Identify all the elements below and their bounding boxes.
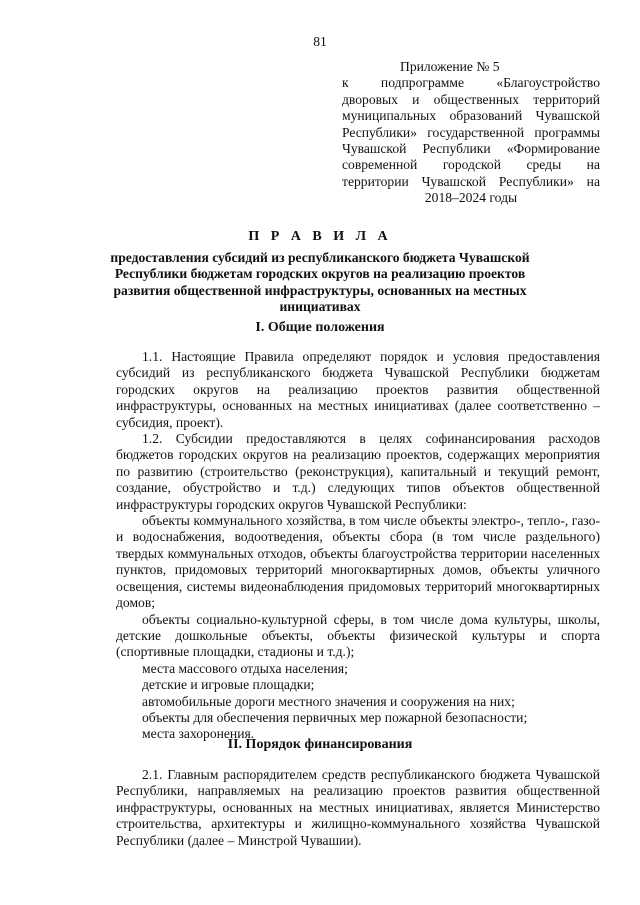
- appendix-heading: Приложение № 5: [400, 59, 500, 74]
- paragraph-1-2: 1.2. Субсидии предоставляются в целях софинансирования расходов бюджетов городских округов на реализацию проектов, содержащих мероприятия по развитию (строительство (реконструкция), капитальный и текущий ремонт, создание, обустройство и т.д.) следующих типов объектов общественной инфраструктуры городских округов Чувашской Республики:: [116, 431, 600, 512]
- appendix-text: к подпрограмме «Благоустройство дворовых и общественных территорий муниципальных образований Чувашской Республики» государственной программы Чувашской Республики «Формирование современной городской среды на территории Чувашской Республики» на 2018–2024 годы: [342, 75, 600, 206]
- document-title: П Р А В И Л А: [248, 229, 392, 244]
- section-2-body: [116, 767, 600, 849]
- appendix-note: [342, 59, 600, 207]
- list-item: автомобильные дороги местного значения и сооружения на них;: [142, 693, 515, 709]
- list-item: объекты социально-культурной сферы, в том числе дома культуры, школы, детские дошкольные объекты, объекты физической культуры и спорта (спортивные площадки, стадионы и т.д.);: [116, 611, 600, 660]
- list-item: объекты коммунального хозяйства, в том числе объекты электро-, тепло-, газо- и водоснабжения, водоотведения, объекты сбора (в том числе раздельного) твердых коммунальных отходов, объекты благоустройства территории населенных пунктов, придомовых территорий многоквартирных домов, объекты уличного освещения, системы видеонаблюдения придомовых территорий многоквартирных домов;: [116, 513, 600, 611]
- list-item: детские и игровые площадки;: [142, 677, 315, 693]
- page-number: 81: [313, 34, 327, 49]
- list-item: места массового отдыха населения;: [142, 660, 348, 676]
- document-subtitle: предоставления субсидий из республиканского бюджета Чувашской Республики бюджетам городских округов на реализацию проектов развития общественной инфраструктуры, основанных на местных инициативах: [110, 250, 530, 315]
- paragraph-1-1: 1.1. Настоящие Правила определяют порядок и условия предоставления субсидий из республиканского бюджета Чувашской Республики бюджетам городских округов на реализацию проектов развития общественной инфраструктуры, основанных на местных инициативах (далее соответственно – субсидия, проект).: [116, 349, 600, 430]
- section-2-heading: II. Порядок финансирования: [227, 737, 413, 752]
- list-item: места захоронения.: [142, 726, 255, 742]
- paragraph-2-1: 2.1. Главным распорядителем средств республиканского бюджета Чувашской Республики, направляемых на реализацию проектов развития общественной инфраструктуры, основанных на местных инициативах, является Министерство строительства, архитектуры и жилищно-коммунального хозяйства Чувашской Республики (далее – Минстрой Чувашии).: [116, 767, 600, 848]
- section-1-heading: I. Общие положения: [255, 320, 385, 335]
- section-1-body: [116, 349, 600, 743]
- list-item: объекты для обеспечения первичных мер пожарной безопасности;: [142, 709, 528, 725]
